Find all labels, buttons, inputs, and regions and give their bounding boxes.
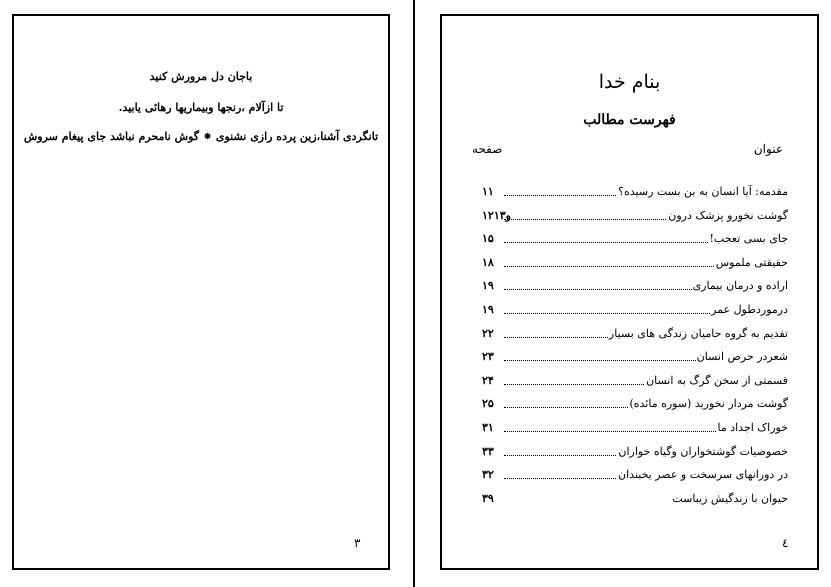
toc-row[interactable] bbox=[482, 301, 788, 325]
toc-row[interactable] bbox=[482, 230, 788, 254]
toc-row[interactable] bbox=[482, 490, 788, 514]
toc-row[interactable] bbox=[482, 348, 788, 372]
toc-row[interactable] bbox=[482, 466, 788, 490]
toc-row[interactable] bbox=[482, 443, 788, 467]
poem-line-3: تانگردی آشنا،زین پرده رازی نشنوی ⁕ گوش نامحرم نباشد جای پیغام سروش bbox=[23, 130, 379, 143]
toc-entry-title: مقدمه: آیا انسان به بن بست رسیده؟ bbox=[618, 185, 788, 198]
toc-row[interactable] bbox=[482, 419, 788, 443]
toc-entry-title: حیوان با زندگیش زیباست bbox=[672, 491, 788, 505]
toc-entry-title: حقیقتی ملموس bbox=[715, 255, 788, 269]
toc-entry-page: ۱۹ bbox=[482, 302, 494, 316]
toc-row[interactable] bbox=[482, 183, 788, 207]
column-header-title: عنوان bbox=[753, 142, 783, 156]
toc-entry-page: ۱۲و۱۳ bbox=[482, 208, 511, 222]
page-number: ٤ bbox=[782, 536, 789, 550]
toc-entry-page: ۱۵ bbox=[482, 232, 494, 246]
toc-entry-page: ۱۱ bbox=[482, 185, 494, 198]
toc-entry-page: ۲۳ bbox=[482, 350, 494, 364]
toc-entry-page: ۳۳ bbox=[482, 444, 494, 458]
toc-row[interactable] bbox=[482, 325, 788, 349]
right-page bbox=[440, 14, 819, 570]
toc-row[interactable] bbox=[482, 395, 788, 419]
toc-entry-title: اراده و درمان بیماری bbox=[692, 279, 788, 293]
toc-title: فهرست مطالب bbox=[583, 112, 676, 128]
toc-entry-title: شعردر حرص انسان bbox=[696, 350, 788, 364]
toc-entry-title: گوشت مردار نخورید (سوره مائده) bbox=[629, 397, 788, 411]
toc-row[interactable] bbox=[482, 372, 788, 396]
toc-row[interactable] bbox=[482, 254, 788, 278]
toc-entry-title: خوراک اجداد ما bbox=[717, 420, 788, 434]
toc-row[interactable] bbox=[482, 277, 788, 301]
toc-entry-page: ۳۲ bbox=[482, 468, 494, 482]
book-spine bbox=[413, 0, 415, 587]
toc-entry-page: ۲۵ bbox=[482, 397, 494, 411]
toc-entry-page: ۳۹ bbox=[482, 491, 494, 505]
page-number: ۳ bbox=[354, 536, 361, 550]
toc-entry-page: ۱۹ bbox=[482, 279, 494, 293]
toc-entry-title: خصوصیات گوشتخواران وگیاه خواران bbox=[618, 444, 788, 458]
toc-entry-title: در دورانهای سرسخت و عصر یخبندان bbox=[618, 468, 788, 482]
toc-entry-title: قسمتی از سخن گرگ به انسان bbox=[646, 373, 788, 387]
toc-entry-page: ۳۱ bbox=[482, 420, 494, 434]
column-header-page: صفحه bbox=[472, 142, 503, 156]
toc-entry-title: درموردطول عمر bbox=[711, 302, 788, 316]
toc-entry-title: تقدیم به گروه حامیان زندگی های بسیار bbox=[608, 326, 788, 340]
toc-entry-page: ۱۸ bbox=[482, 255, 494, 269]
bismillah-heading: بنام خدا bbox=[598, 71, 661, 93]
poem-line-1: باجان دل مرورش کنید bbox=[149, 70, 253, 83]
toc-entry-title: گوشت نخورو پزشک درون bbox=[668, 208, 788, 222]
poem-line-2: تا ازآلام ،رنجها وبیماریها رهائی یابید. bbox=[118, 101, 284, 114]
toc-entry-title: جای بسی تعجب! bbox=[709, 232, 788, 246]
toc-row[interactable] bbox=[482, 207, 788, 231]
left-page bbox=[12, 14, 390, 570]
toc-entry-page: ۲۲ bbox=[482, 326, 494, 340]
toc-list bbox=[482, 183, 788, 513]
toc-entry-page: ۲۴ bbox=[482, 373, 494, 387]
